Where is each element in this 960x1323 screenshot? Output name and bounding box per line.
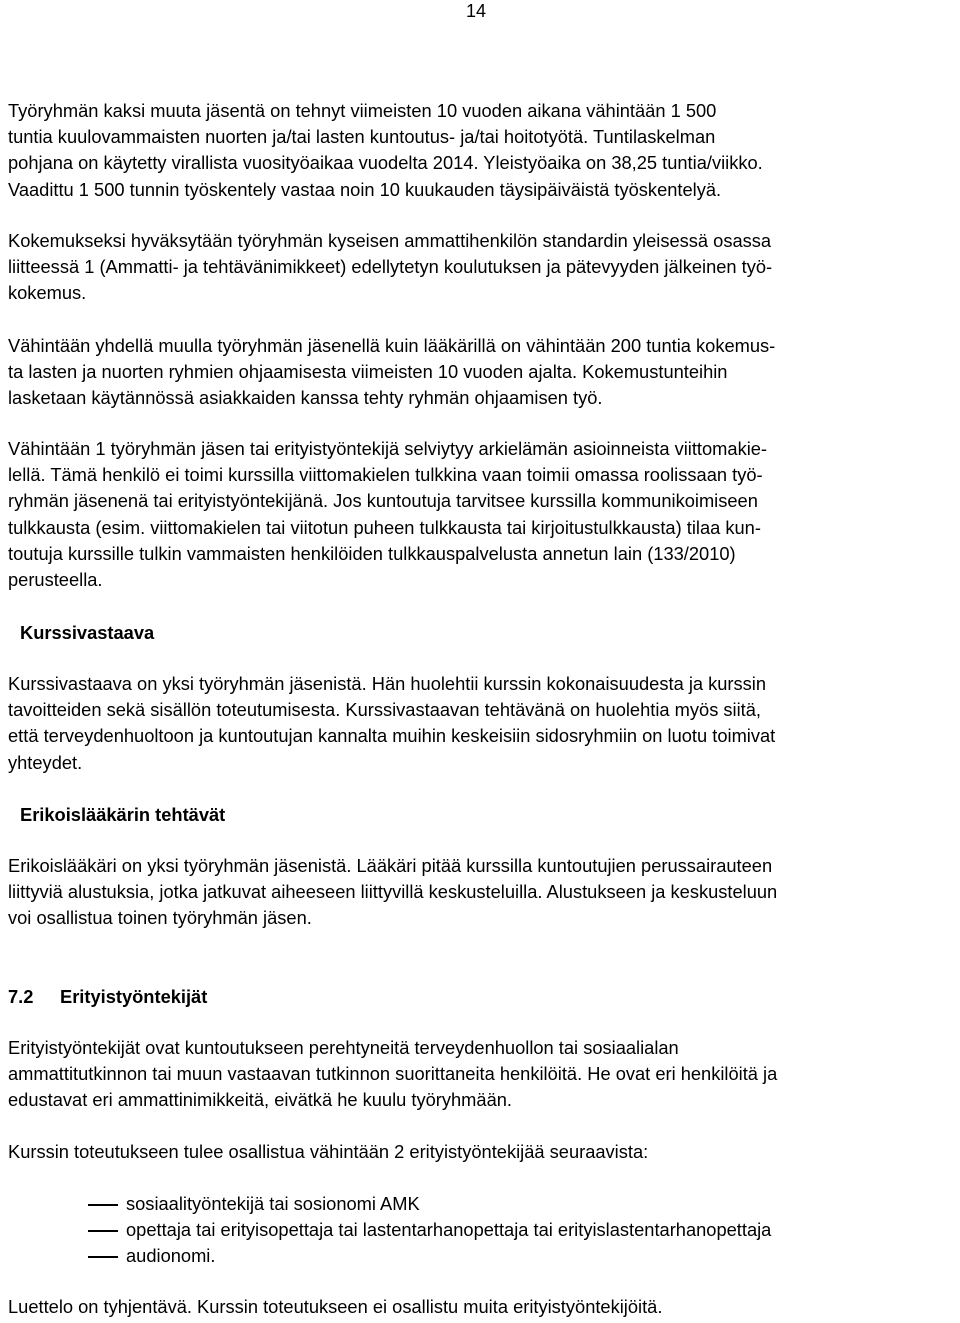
heading-erikoislaakarin-tehtavat: Erikoislääkärin tehtävät xyxy=(20,804,226,825)
text-line: ryhmän jäsenenä tai erityistyöntekijänä. Jos kuntoutuja tarvitsee kurssilla kommunikoimiseen xyxy=(8,490,758,512)
heading-kurssivastaava: Kurssivastaava xyxy=(20,622,155,643)
text-line: Erikoislääkäri on yksi työryhmän jäsenistä. Lääkäri pitää kurssilla kuntoutujien perussairauteen xyxy=(8,855,773,876)
text-line: perusteella. xyxy=(8,568,103,590)
text-line: Vaadittu 1 500 tunnin työskentely vastaa noin 10 kuukauden täysipäiväistä työskentelyä. xyxy=(8,178,722,200)
text-line: liittyviä alustuksia, jotka jatkuvat aiheeseen liittyvillä keskusteluilla. Alustukseen ja keskusteluun xyxy=(8,881,778,903)
paragraph-3 xyxy=(8,333,958,412)
paragraph-7 xyxy=(8,1035,958,1114)
paragraph-1 xyxy=(8,98,958,203)
list-item-text: sosiaalityöntekijä tai sosionomi AMK xyxy=(126,1193,420,1214)
text-line: Luettelo on tyhjentävä. Kurssin toteutukseen ei osallistu muita erityistyöntekijöitä. xyxy=(8,1296,663,1317)
text-line: tulkkausta (esim. viittomakielen tai viitotun puheen tulkkausta tai kirjoitustulkkausta) tilaa kun- xyxy=(8,516,761,538)
text-line: toutuja kurssille tulkin vammaisten henkilöiden tulkkauspalvelusta annetun lain (133/2010) xyxy=(8,542,736,564)
list-item-text: audionomi. xyxy=(126,1245,216,1267)
section-number: 7.2 xyxy=(8,986,34,1007)
text-line: Vähintään 1 työryhmän jäsen tai erityistyöntekijä selviytyy arkielämän asioinneista viittomakie- xyxy=(8,438,768,459)
paragraph-4 xyxy=(8,436,958,593)
text-line: ammattitutkinnon tai muun vastaavan tutkinnon suorittaneita henkilöitä. He ovat eri henkilöitä ja xyxy=(8,1063,778,1085)
list-item xyxy=(8,1191,958,1217)
text-line: ta lasten ja nuorten ryhmien ohjaamisesta viimeisten 10 vuoden ajalta. Kokemustunteihin xyxy=(8,361,728,383)
text-line: lellä. Tämä henkilö ei toimi kurssilla viittomakielen tulkkina vaan toimii omassa roolissaan työ- xyxy=(8,464,763,486)
text-line: Vähintään yhdellä muulla työryhmän jäsenellä kuin lääkärillä on vähintään 200 tuntia kokemus- xyxy=(8,335,776,356)
heading-erityistyontekijat: Erityistyöntekijät xyxy=(60,986,208,1007)
text-line: Kurssin toteutukseen tulee osallistua vähintään 2 erityistyöntekijää seuraavista: xyxy=(8,1141,649,1162)
text-line: tavoitteiden sekä sisällön toteutumisesta. Kurssivastaavan tehtävänä on huolehtia myös siitä, xyxy=(8,699,762,721)
paragraph-9 xyxy=(8,1294,958,1320)
text-line: pohjana on käytetty virallista vuosityöaikaa vuodelta 2014. Yleistyöaika on 38,25 tuntia/viikko. xyxy=(8,152,763,174)
dash-bullet-icon xyxy=(88,1230,118,1232)
list-item-text: opettaja tai erityisopettaja tai lastentarhanopettaja tai erityislastentarhanopettaja xyxy=(126,1219,772,1241)
text-line: Erityistyöntekijät ovat kuntoutukseen perehtyneitä terveydenhuollon tai sosiaalialan xyxy=(8,1037,679,1058)
paragraph-8 xyxy=(8,1139,958,1165)
text-line: edustavat eri ammattinimikkeitä, eivätkä he kuulu työryhmään. xyxy=(8,1089,512,1111)
dash-bullet-icon xyxy=(88,1204,118,1206)
dash-bullet-icon xyxy=(88,1256,118,1258)
text-line: yhteydet. xyxy=(8,751,83,773)
text-line: että terveydenhuoltoon ja kuntoutujan kannalta muihin keskeisiin sidosryhmiin on luotu toimivat xyxy=(8,725,776,747)
text-line: voi osallistua toinen työryhmän jäsen. xyxy=(8,907,312,929)
paragraph-2 xyxy=(8,228,958,307)
list-item xyxy=(8,1217,958,1243)
text-line: tuntia kuulovammaisten nuorten ja/tai lasten kuntoutus- ja/tai hoitotyötä. Tuntilaskelman xyxy=(8,126,716,148)
text-line: Kokemukseksi hyväksytään työryhmän kyseisen ammattihenkilön standardin yleisessä osassa xyxy=(8,230,772,251)
paragraph-5 xyxy=(8,671,958,776)
text-line: Kurssivastaava on yksi työryhmän jäsenistä. Hän huolehtii kurssin kokonaisuudesta ja kurssin xyxy=(8,673,767,694)
text-line: kokemus. xyxy=(8,282,87,304)
specialist-list xyxy=(8,1191,958,1270)
page-number: 14 xyxy=(466,1,487,21)
paragraph-6 xyxy=(8,853,958,932)
text-line: lasketaan käytännössä asiakkaiden kanssa tehty ryhmän ohjaamisen työ. xyxy=(8,387,603,409)
text-line: Työryhmän kaksi muuta jäsentä on tehnyt viimeisten 10 vuoden aikana vähintään 1 500 xyxy=(8,100,717,121)
list-item xyxy=(8,1243,958,1269)
text-line: liitteessä 1 (Ammatti- ja tehtävänimikkeet) edellytetyn koulutuksen ja pätevyyden jälkeinen työ- xyxy=(8,256,773,278)
